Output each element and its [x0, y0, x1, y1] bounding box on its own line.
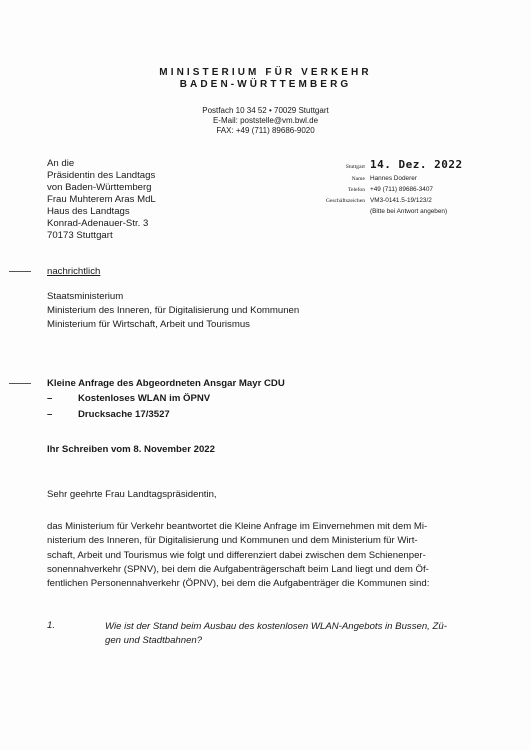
recipient-line: Frau Muhterem Aras MdL — [47, 194, 156, 205]
recipient-line: 70173 Stuttgart — [47, 230, 113, 241]
subject-item: Kostenloses WLAN im ÖPNV — [78, 393, 211, 404]
recipient-line: von Baden-Württemberg — [47, 182, 152, 193]
cc-line: Ministerium für Wirtschaft, Arbeit und Tourismus — [47, 319, 250, 330]
telefon-label: Telefon — [347, 187, 365, 193]
ministry-state: BADEN-WÜRTTEMBERG — [179, 79, 352, 90]
name-label: Name — [351, 176, 365, 182]
body-line: fentlichen Personennahverkehr (ÖPNV), bei dem die Aufgabenträger die Kommunen sind: — [47, 578, 430, 590]
cc-line: Ministerium des Inneren, für Digitalisierung und Kommunen — [47, 305, 300, 316]
postfach: Postfach 10 34 52 • 70029 Stuttgart — [202, 106, 329, 115]
body-line: das Ministerium für Verkehr beantwortet die Kleine Anfrage im Einvernehmen mit dem Mi- — [47, 521, 428, 532]
question-line: Wie ist der Stand beim Ausbau des kostenlosen WLAN-Angebots in Bussen, Zü- — [105, 621, 447, 632]
question-line: gen und Stadtbahnen? — [105, 635, 203, 647]
body-line: schaft, Arbeit und Tourismus wie folgt und differenziert dabei zwischen dem Schienenper- — [47, 549, 426, 561]
geschaeftszeichen-value: VM3-0141.5-19/123/2 — [370, 197, 432, 204]
recipient-line: Konrad-Adenauer-Str. 3 — [47, 218, 149, 229]
fold-mark — [9, 271, 31, 272]
fax-line: FAX: +49 (711) 89686-9020 — [216, 126, 315, 135]
salutation: Sehr geehrte Frau Landtagspräsidentin, — [47, 489, 217, 500]
recipient-line: Präsidentin des Landtags — [47, 170, 156, 181]
ministry-name: MINISTERIUM FÜR VERKEHR — [159, 67, 372, 78]
stuttgart-label: Stuttgart — [345, 164, 365, 170]
fold-mark — [9, 383, 31, 384]
recipient-line: Haus des Landtags — [47, 206, 130, 217]
body-line: sonennahverkehr (SPNV), bei dem die Aufgabenträgerschaft beim Land liegt und dem Öf- — [47, 563, 429, 575]
antwort-note: (Bitte bei Antwort angeben) — [370, 208, 448, 215]
question-number: 1. — [47, 620, 56, 631]
question-text — [105, 620, 447, 648]
nachrichtlich-label: nachrichtlich — [47, 266, 101, 277]
subject-dash: – — [47, 409, 53, 420]
geschaeftszeichen-label: Geschäftszeichen — [325, 198, 365, 204]
telefon-value: +49 (711) 89686-3407 — [370, 186, 433, 193]
subject-item: Drucksache 17/3527 — [78, 409, 170, 420]
date-stamp: 14. Dez. 2022 — [370, 158, 463, 171]
cc-line: Staatsministerium — [47, 291, 124, 302]
body-paragraph — [47, 520, 487, 591]
subject-dash: – — [47, 393, 53, 404]
email-line[interactable]: E-Mail: poststelle@vm.bwl.de — [212, 116, 319, 125]
body-line: nisterium des Inneren, für Digitalisierung und Kommunen und dem Ministerium für Wirt- — [47, 535, 418, 547]
subject-title: Kleine Anfrage des Abgeordneten Ansgar Mayr CDU — [47, 378, 285, 389]
reference-line: Ihr Schreiben vom 8. November 2022 — [47, 444, 215, 455]
recipient-line: An die — [47, 158, 75, 169]
name-value: Hannes Doderer — [370, 175, 417, 182]
